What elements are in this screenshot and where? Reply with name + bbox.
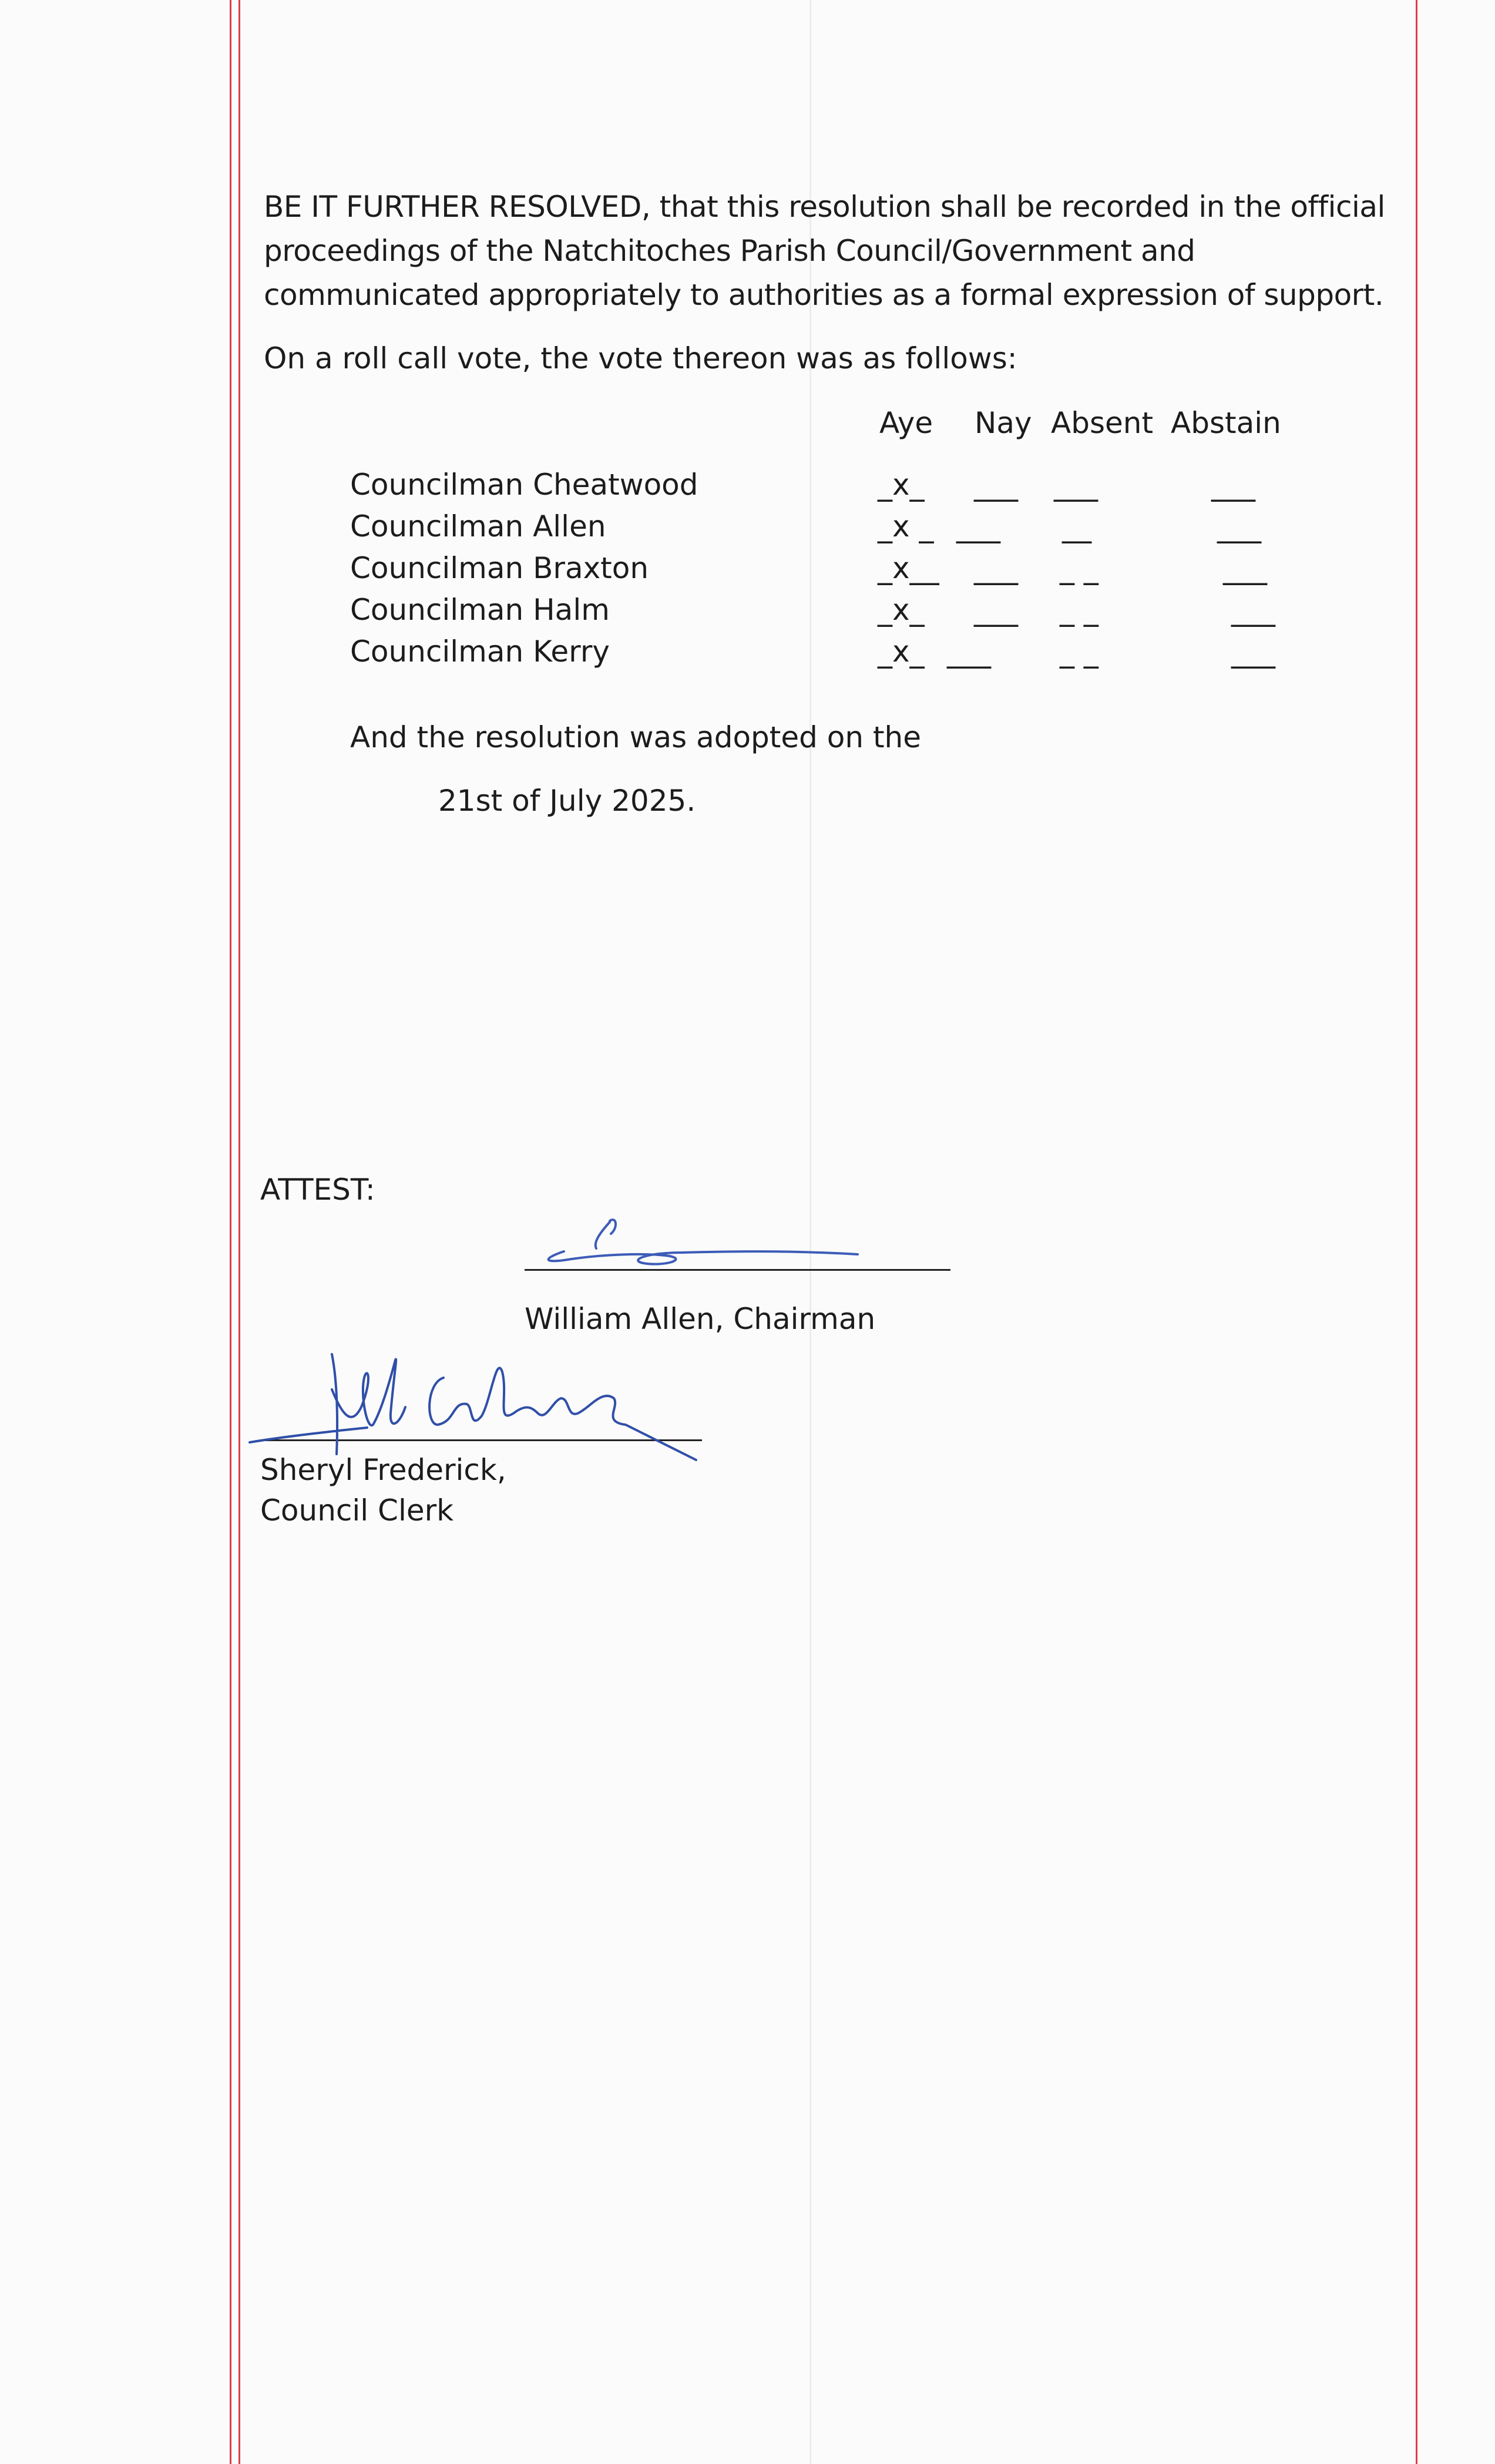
abstain-mark: ___ bbox=[1223, 551, 1267, 585]
absent-mark: ___ bbox=[1054, 468, 1098, 502]
aye-mark: _x _ bbox=[878, 509, 934, 543]
left-margin-line-outer bbox=[230, 0, 231, 2464]
vote-row bbox=[350, 592, 1349, 635]
chairman-signature bbox=[529, 1210, 869, 1269]
resolution-paragraph: BE IT FURTHER RESOLVED, that this resolution shall be recorded in the official proceedings of the Natchitoches Parish Council/Government and communicated appropriately to authorities as a formal expression of support. bbox=[264, 190, 1385, 312]
abstain-mark: ___ bbox=[1211, 468, 1255, 502]
clerk-name: Sheryl Frederick, bbox=[260, 1453, 506, 1487]
right-margin-line bbox=[1416, 0, 1417, 2464]
councilman-name: Councilman Cheatwood bbox=[350, 468, 698, 502]
clerk-title: Council Clerk bbox=[260, 1493, 454, 1528]
vote-row bbox=[350, 467, 1349, 509]
councilman-name: Councilman Halm bbox=[350, 593, 610, 627]
header-aye: Aye bbox=[879, 406, 933, 440]
header-abstain: Abstain bbox=[1171, 406, 1281, 440]
adopted-line: And the resolution was adopted on the bbox=[350, 720, 921, 754]
nay-mark: ___ bbox=[947, 635, 991, 669]
header-absent: Absent bbox=[1051, 406, 1154, 440]
aye-mark: _x_ bbox=[878, 593, 925, 627]
absent-mark: _ _ bbox=[1060, 593, 1098, 627]
councilman-name: Councilman Braxton bbox=[350, 551, 649, 585]
vote-row bbox=[350, 550, 1349, 593]
roll-call-intro: On a roll call vote, the vote thereon was as follows: bbox=[264, 341, 1017, 375]
vote-row bbox=[350, 634, 1349, 676]
abstain-mark: ___ bbox=[1217, 509, 1261, 543]
adopted-date: 21st of July 2025. bbox=[438, 784, 696, 818]
left-margin-line-inner bbox=[238, 0, 240, 2464]
nay-mark: ___ bbox=[974, 551, 1018, 585]
nay-mark: ___ bbox=[956, 509, 1000, 543]
abstain-mark: ___ bbox=[1231, 635, 1275, 669]
abstain-mark: ___ bbox=[1231, 593, 1275, 627]
aye-mark: _x__ bbox=[878, 551, 939, 585]
aye-mark: _x_ bbox=[878, 635, 925, 669]
absent-mark: _ _ bbox=[1060, 635, 1098, 669]
chairman-signature-caption: William Allen, Chairman bbox=[525, 1302, 876, 1336]
header-nay: Nay bbox=[975, 406, 1032, 440]
nay-mark: ___ bbox=[974, 468, 1018, 502]
absent-mark: __ bbox=[1062, 509, 1091, 543]
vote-row bbox=[350, 509, 1349, 551]
aye-mark: _x_ bbox=[878, 468, 925, 502]
absent-mark: _ _ bbox=[1060, 551, 1098, 585]
chairman-signature-line bbox=[525, 1269, 950, 1271]
nay-mark: ___ bbox=[974, 593, 1018, 627]
councilman-name: Councilman Kerry bbox=[350, 635, 610, 669]
attest-label: ATTEST: bbox=[260, 1173, 375, 1207]
councilman-name: Councilman Allen bbox=[350, 509, 606, 543]
